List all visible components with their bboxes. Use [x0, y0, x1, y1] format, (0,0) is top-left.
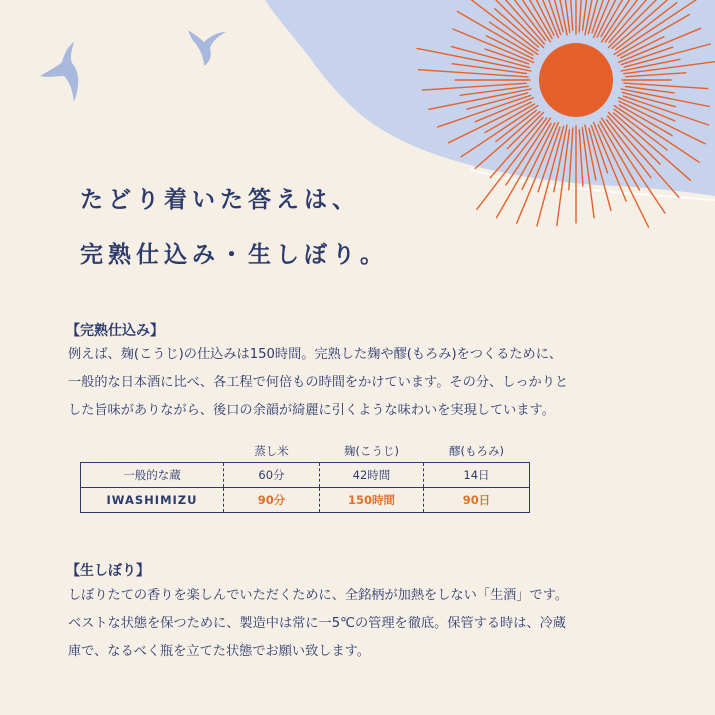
headline-line-1: たどり着いた答えは、 [80, 187, 360, 213]
body-line: 一般的な日本酒に比べ、各工程で何倍もの時間をかけています。その分、しっかりと [68, 375, 569, 390]
table-cell: 90日 [424, 488, 530, 513]
body-line: 例えば、麹(こうじ)の仕込みは150時間。完熟した麹や醪(もろみ)をつくるために、 [68, 347, 563, 362]
table-header-koji: 麹(こうじ) [344, 444, 399, 458]
table-cell: 42時間 [320, 463, 424, 488]
sky-shape [265, 0, 715, 196]
table-cell: 60分 [224, 463, 320, 488]
section-title-namashibori: 【生しぼり】 [66, 563, 150, 579]
section-body-kanjuku [68, 341, 688, 425]
bird-icon [188, 30, 226, 66]
table-header-empty [81, 440, 224, 463]
table-cell: 14日 [424, 463, 530, 488]
table-cell: 90分 [224, 488, 320, 513]
section-body-namashibori [68, 582, 688, 666]
body-line: した旨味がありながら、後口の余韻が綺麗に引くような味わいを実現しています。 [68, 403, 555, 418]
bird-icon [40, 42, 78, 102]
headline-line-2: 完熟仕込み・生しぼり。 [80, 242, 388, 268]
section-title-kanjuku: 【完熟仕込み】 [66, 323, 164, 339]
body-line: 庫で、なるべく瓶を立てた状態でお願い致します。 [68, 644, 370, 659]
table-row [81, 463, 530, 488]
comparison-table [80, 440, 530, 513]
row-label: 一般的な蔵 [81, 463, 224, 488]
body-line: しぼりたての香りを楽しんでいただくために、全銘柄が加熱をしない「生酒」です。 [68, 588, 569, 603]
table-cell: 150時間 [320, 488, 424, 513]
table-header-steamed-rice: 蒸し米 [254, 444, 289, 458]
body-line: ベストな状態を保つために、製造中は常に一5℃の管理を徹底。保管する時は、冷蔵 [68, 616, 566, 631]
table-header-row [81, 440, 530, 463]
row-label: IWASHIMIZU [81, 488, 224, 513]
sun-disc [539, 43, 613, 117]
table-row [81, 488, 530, 513]
table-header-moromi: 醪(もろみ) [449, 444, 504, 458]
